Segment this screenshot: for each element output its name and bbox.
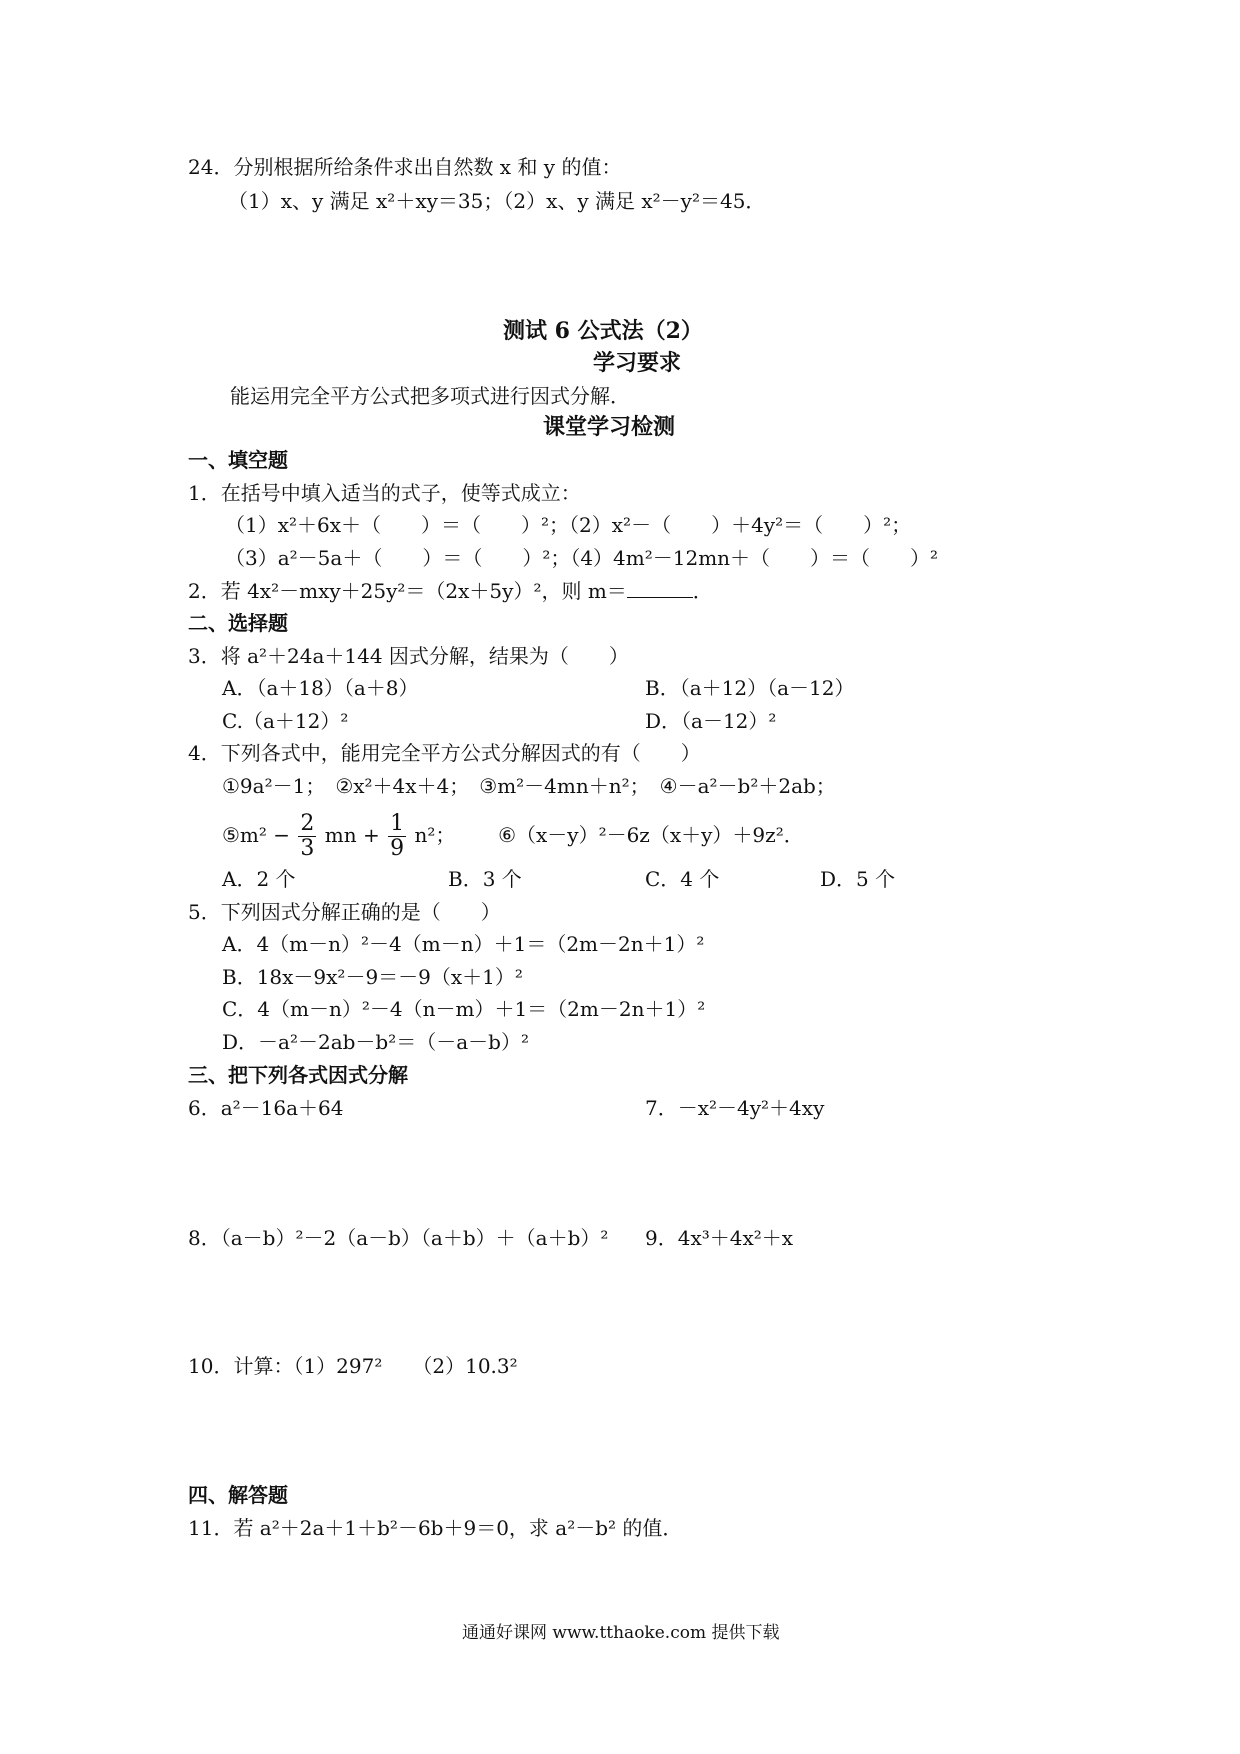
fraction-numerator: 1 (390, 811, 405, 836)
fraction-one-ninth (388, 812, 406, 861)
requirements-text: 能运用完全平方公式把多项式进行因式分解． (230, 384, 630, 408)
q2-answer-blank[interactable] (627, 579, 693, 598)
q2 (188, 578, 713, 604)
q10: 10．计算：（1）297² （2）10.3² (188, 1354, 518, 1378)
fraction-denominator: 3 (300, 836, 315, 861)
q1-line1: （1）x²＋6x＋（ ）＝（ ）²；（2）x²－（ ）＋4y²＝（ ）²； (225, 513, 912, 537)
q24-conditions: （1）x、y 满足 x²＋xy＝35；（2）x、y 满足 x²－y²＝45． (228, 189, 766, 213)
fraction-numerator: 2 (300, 811, 315, 836)
q5-stem: 5．下列因式分解正确的是（ ） (188, 900, 501, 924)
q5-option-b: B．18x－9x²－9＝－9（x＋1）² (222, 965, 523, 989)
test-title: 测试 6 公式法（2） (503, 318, 703, 344)
q5-option-a: A．4（m－n）²－4（m－n）＋1＝（2m－2n＋1）² (222, 932, 705, 956)
fraction-two-thirds (298, 812, 316, 861)
q4-item6: ⑥（x－y）²－6z（x＋y）＋9z²． (498, 823, 804, 847)
q4-option-b: B．3 个 (448, 867, 522, 891)
q3-option-b: B．（a＋12）（a－12） (645, 676, 855, 700)
q4-item5-middle: mn + (324, 823, 380, 847)
q9: 9．4x³＋4x²＋x (645, 1226, 794, 1250)
section-multiple-choice: 二、选择题 (188, 611, 288, 635)
q3-stem: 3．将 a²＋24a＋144 因式分解，结果为（ ） (188, 644, 629, 668)
footer-source: 通通好课网 www.tthaoke.com 提供下载 (462, 1623, 780, 1643)
section-factorize: 三、把下列各式因式分解 (188, 1063, 408, 1087)
q4-stem: 4．下列各式中，能用完全平方公式分解因式的有（ ） (188, 741, 701, 765)
q6: 6．a²－16a＋64 (188, 1096, 344, 1120)
q4-items-5-6 (222, 805, 804, 865)
q8: 8．（a－b）²－2（a－b）（a＋b）＋（a＋b）² (188, 1226, 609, 1250)
q4-item5-end: n²； (414, 823, 456, 847)
q1-line2: （3）a²－5a＋（ ）＝（ ）²；（4）4m²－12mn＋（ ）＝（ ）² (225, 546, 939, 570)
q1-stem: 1．在括号中填入适当的式子，使等式成立： (188, 481, 581, 505)
q4-items-1-4: ①9a²－1； ②x²＋4x＋4； ③m²－4mn＋n²； ④－a²－b²＋2ab； (222, 774, 836, 798)
section-solve: 四、解答题 (188, 1483, 288, 1507)
q4-option-c: C．4 个 (645, 867, 720, 891)
q3-option-c: C.（a＋12）² (222, 709, 349, 733)
q4-option-a: A．2 个 (222, 867, 296, 891)
q11: 11．若 a²＋2a＋1＋b²－6b＋9＝0，求 a²－b² 的值． (188, 1516, 683, 1540)
q2-stem: 2．若 4x²－mxy＋25y²＝（2x＋5y）²，则 m＝ (188, 579, 627, 603)
requirements-heading: 学习要求 (593, 350, 682, 376)
q3-option-a: A．（a＋18）（a＋8） (222, 676, 419, 700)
classroom-check-heading: 课堂学习检测 (543, 414, 676, 440)
q3-option-d: D．（a－12）² (645, 709, 777, 733)
section-fill-blank: 一、填空题 (188, 448, 288, 472)
q2-end: ． (692, 579, 713, 603)
q4-item5-prefix: ⑤m² − (222, 823, 291, 847)
q24-stem: 24．分别根据所给条件求出自然数 x 和 y 的值： (188, 155, 622, 179)
q4-option-d: D．5 个 (820, 867, 896, 891)
fraction-denominator: 9 (390, 836, 405, 861)
q5-option-c: C．4（m－n）²－4（n－m）＋1＝（2m－2n＋1）² (222, 997, 706, 1021)
q5-option-d: D．－a²－2ab－b²＝（－a－b）² (222, 1030, 529, 1054)
q7: 7．－x²－4y²＋4xy (645, 1096, 825, 1120)
